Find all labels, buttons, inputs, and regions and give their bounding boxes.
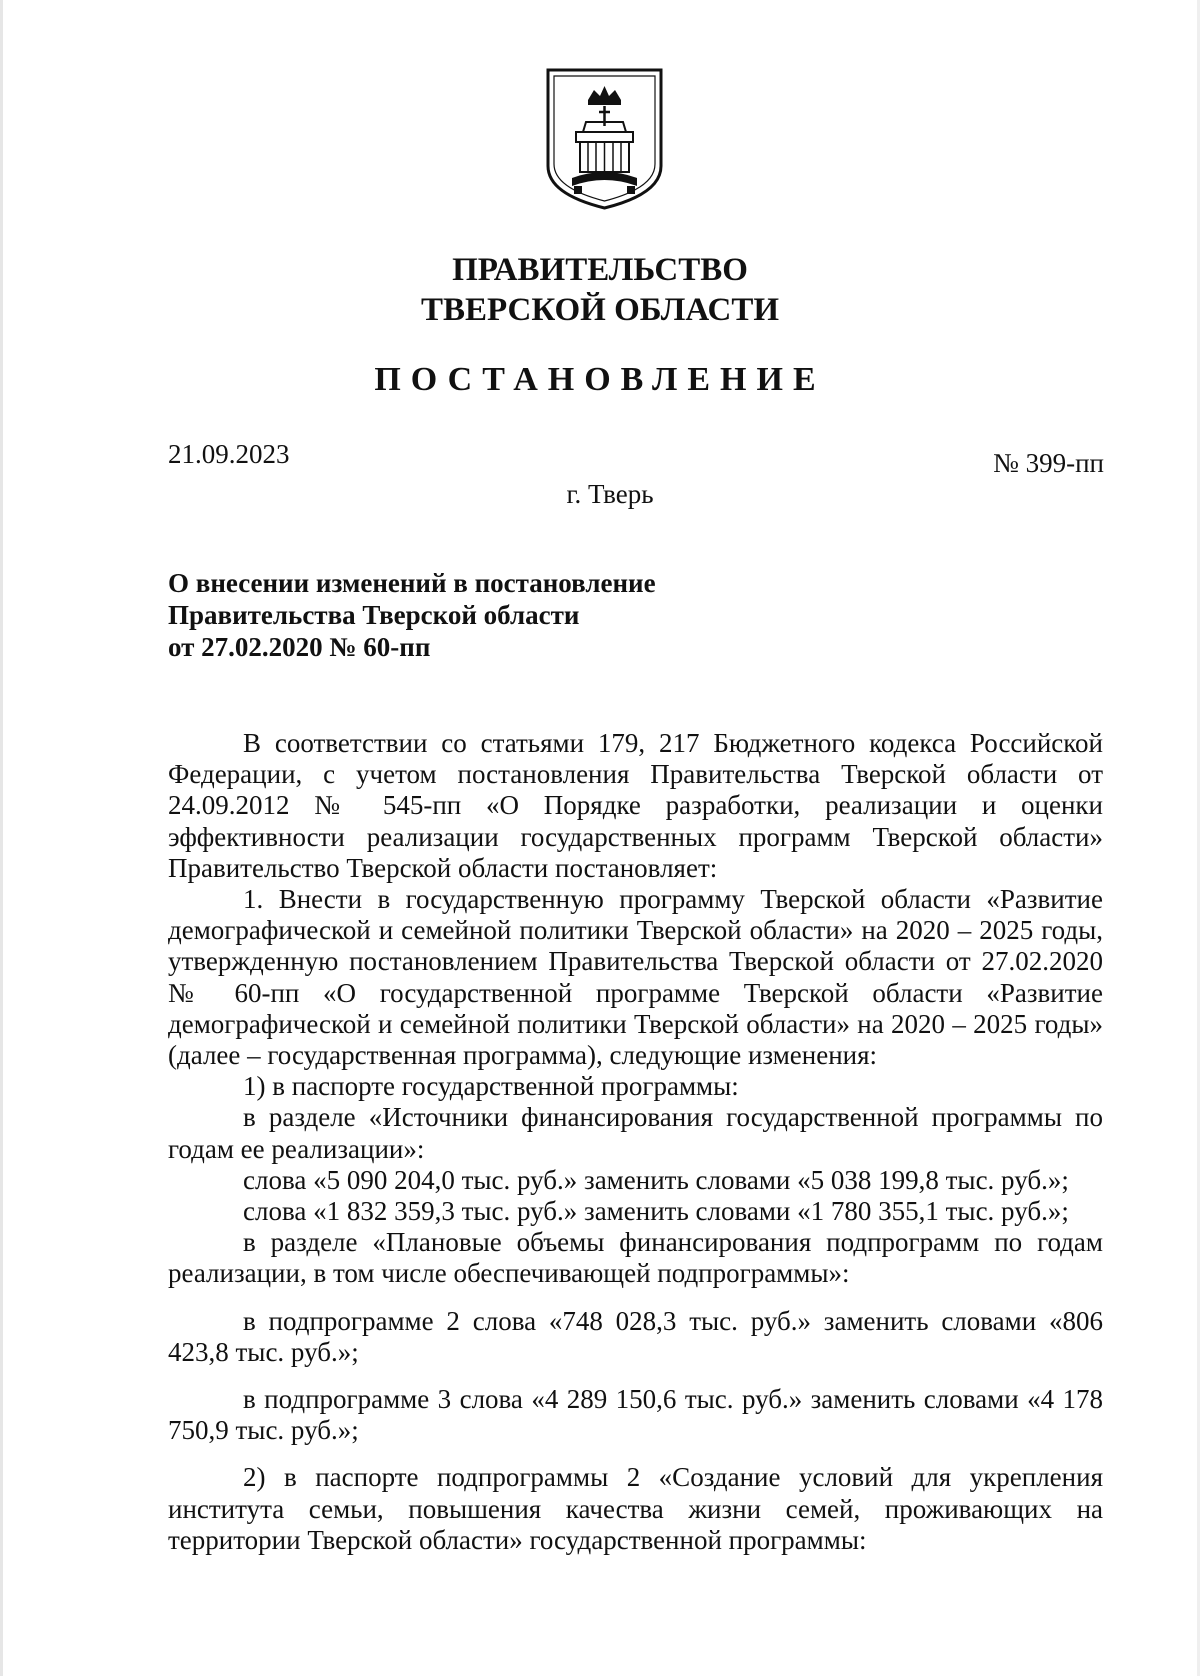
body-paragraph-subitem-2: 2) в паспорте подпрограммы 2 «Создание условий для укрепления института семьи, повышения качества жизни семей, проживающих на территории Тверской области» государственной программы: [168, 1462, 1103, 1555]
document-subject [168, 567, 868, 663]
subject-line: Правительства Тверской области [168, 600, 580, 630]
document-body [168, 728, 1103, 1556]
document-number: № 399-пп [993, 448, 1104, 478]
document-date: 21.09.2023 [168, 439, 290, 469]
document-type-heading: ПОСТАНОВЛЕНИЕ [374, 361, 826, 398]
body-paragraph: слова «1 832 359,3 тыс. руб.» заменить словами «1 780 355,1 тыс. руб.»; [243, 1196, 1069, 1227]
body-paragraph: в подпрограмме 3 слова «4 289 150,6 тыс. руб.» заменить словами «4 178 750,9 тыс. руб.»; [168, 1384, 1103, 1446]
body-paragraph-subitem-1: 1) в паспорте государственной программы: [243, 1071, 739, 1102]
government-title-line2: ТВЕРСКОЙ ОБЛАСТИ [420, 292, 780, 328]
document-city: г. Тверь [566, 479, 654, 509]
body-paragraph: слова «5 090 204,0 тыс. руб.» заменить словами «5 038 199,8 тыс. руб.»; [243, 1164, 1069, 1195]
subject-line: О внесении изменений в постановление [168, 568, 656, 598]
coat-of-arms-emblem [544, 66, 665, 212]
body-paragraph-item-1: 1. Внести в государственную программу Тверской области «Развитие демографической и семейной политики Тверской области» на 2020 – 2025 годы, утвержденную постановлением Правительства Тверской области от 27.02.2020 № 60-пп «О государственной программе Тверской области «Развитие демографической и семейной политики Тверской области» на 2020 – 2025 годы» (далее – государственная программа), следующие изменения: [168, 884, 1103, 1071]
body-paragraph: в подпрограмме 2 слова «748 028,3 тыс. руб.» заменить словами «806 423,8 тыс. руб.»; [168, 1305, 1103, 1367]
body-paragraph-preamble: В соответствии со статьями 179, 217 Бюджетного кодекса Российской Федерации, с учетом постановления Правительства Тверской области от 24.09.2012 № 545-пп «О Порядке разработки, реализации и оценки эффективности реализации государственных программ Тверской области» Правительство Тверской области постановляет: [168, 728, 1103, 883]
subject-line: от 27.02.2020 № 60-пп [168, 632, 431, 662]
body-paragraph: в разделе «Источники финансирования государственной программы по годам ее реализации»: [168, 1102, 1103, 1164]
body-paragraph: в разделе «Плановые объемы финансирования подпрограмм по годам реализации, в том числе обеспечивающей подпрограммы»: [168, 1227, 1103, 1289]
government-title-line1: ПРАВИТЕЛЬСТВО [452, 252, 748, 288]
